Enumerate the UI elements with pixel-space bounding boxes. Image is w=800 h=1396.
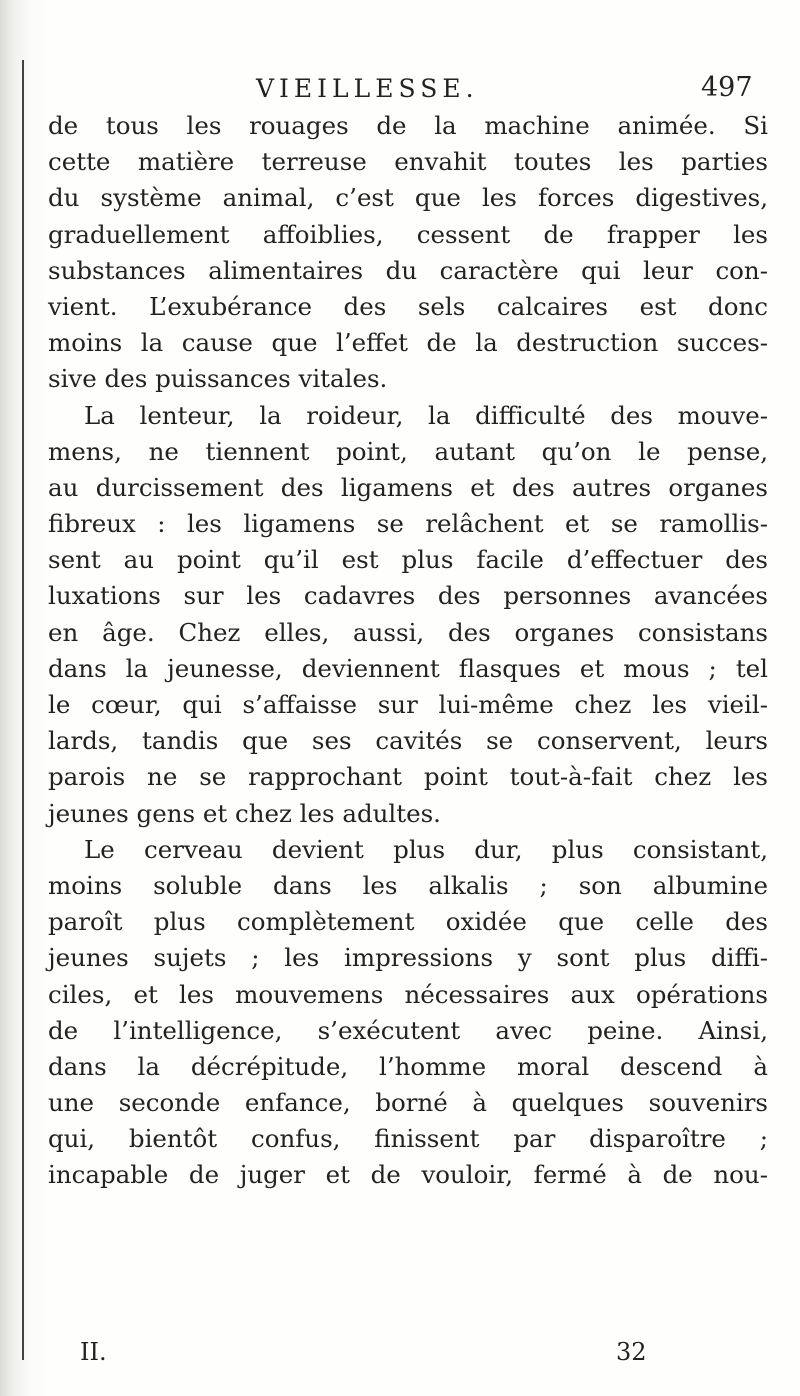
text-line: paroît plus complètement oxidée que celle des <box>48 907 768 937</box>
text-line: incapable de juger et de vouloir, fermé à de nou- <box>48 1160 768 1190</box>
text-line: parois ne se rapprochant point tout-à-fait chez les <box>48 762 768 792</box>
text-line: dans la jeunesse, deviennent flasques et mous ; tel <box>48 653 768 683</box>
text-line: sent au point qu’il est plus facile d’effectuer des <box>48 545 768 575</box>
text-line: jeunes sujets ; les impressions y sont plus diffi- <box>48 943 768 973</box>
text-line: le cœur, qui s’affaisse sur lui-même chez les vieil- <box>48 690 768 719</box>
text-line: Le cerveau devient plus dur, plus consistant, <box>84 834 768 864</box>
text-line: ciles, et les mouvemens nécessaires aux opérations <box>48 979 768 1009</box>
binding-edge <box>22 60 24 1360</box>
text-line: graduellement affoiblies, cessent de frapper les <box>48 219 768 249</box>
text-line: en âge. Chez elles, aussi, des organes consistans <box>48 617 768 647</box>
text-line: une seconde enfance, borné à quelques souvenirs <box>48 1088 768 1118</box>
text-line: dans la décrépitude, l’homme moral descend à <box>48 1051 768 1081</box>
text-line: vient. L’exubérance des sels calcaires est donc <box>48 291 768 321</box>
text-line: luxations sur les cadavres des personnes avancées <box>48 581 768 611</box>
gutter-shadow <box>0 0 48 1396</box>
text-line: de l’intelligence, s’exécutent avec peine. Ainsi, <box>48 1015 768 1045</box>
text-line: La lenteur, la roideur, la difficulté des mouve- <box>84 400 768 430</box>
text-line: qui, bientôt confus, finissent par disparoître ; <box>48 1124 768 1154</box>
text-line: substances alimentaires du caractère qui leur con- <box>48 255 768 285</box>
signature-mark: II. <box>80 1338 107 1366</box>
text-line: au durcissement des ligamens et des autres organes <box>48 472 768 502</box>
text-line: du système animal, c’est que les forces digestives, <box>48 183 768 213</box>
body-text <box>48 108 768 1194</box>
page-number: 497 <box>701 72 753 103</box>
text-line: fibreux : les ligamens se relâchent et se ramollis- <box>48 509 768 539</box>
text-line: jeunes gens et chez les adultes. <box>48 798 441 828</box>
page-footer <box>0 1338 800 1372</box>
text-line: mens, ne tiennent point, autant qu’on le pense, <box>48 436 768 466</box>
text-line: cette matière terreuse envahit toutes les parties <box>48 147 768 177</box>
text-line: moins la cause que l’effet de la destruction succes- <box>48 328 768 358</box>
text-line: sive des puissances vitales. <box>48 364 388 394</box>
running-head <box>0 62 800 102</box>
text-line: lards, tandis que ses cavités se conservent, leurs <box>48 726 768 756</box>
text-line: moins soluble dans les alkalis ; son albumine <box>48 870 768 900</box>
running-title: VIEILLESSE. <box>256 74 479 103</box>
gathering-number: 32 <box>616 1338 647 1366</box>
text-line: de tous les rouages de la machine animée. Si <box>48 111 768 140</box>
